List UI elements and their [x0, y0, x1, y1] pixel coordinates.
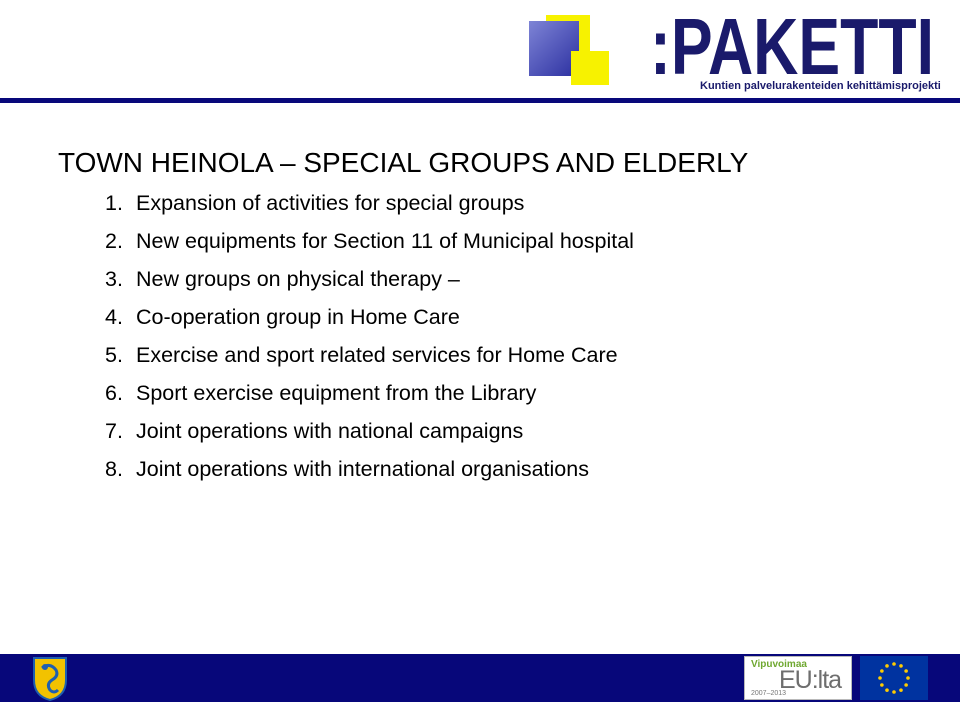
list-item — [105, 303, 634, 341]
vipuvoimaa-years: 2007–2013 — [751, 690, 787, 697]
eu-star — [880, 669, 884, 673]
eu-star — [899, 688, 903, 692]
item-text: New equipments for Section 11 of Municipal hospital — [136, 229, 634, 253]
list-item — [105, 227, 634, 265]
eu-star — [899, 664, 903, 668]
eu-star — [906, 676, 910, 680]
item-text: Exercise and sport related services for Home Care — [136, 343, 618, 367]
eu-star — [892, 662, 896, 666]
list-item — [105, 265, 634, 303]
vipuvoimaa-logo — [744, 656, 852, 700]
slide-title: TOWN HEINOLA – SPECIAL GROUPS AND ELDERLY — [58, 147, 749, 178]
item-number: 8. — [105, 457, 123, 481]
eu-star — [904, 669, 908, 673]
list-item — [105, 189, 634, 227]
item-text: Sport exercise equipment from the Library — [136, 381, 537, 405]
logo-square-yellow-small — [571, 51, 609, 85]
logo-subtitle: Kuntien palvelurakenteiden kehittämisprojekti — [700, 80, 941, 92]
item-number: 3. — [105, 267, 123, 291]
item-number: 6. — [105, 381, 123, 405]
eu-flag-icon — [860, 656, 928, 700]
list-item — [105, 379, 634, 417]
eu-star — [904, 683, 908, 687]
eu-star — [880, 683, 884, 687]
paketti-logo — [648, 2, 938, 82]
item-number: 7. — [105, 419, 123, 443]
item-text: New groups on physical therapy – — [136, 267, 460, 291]
vipuvoimaa-title: Vipuvoimaa — [751, 659, 807, 670]
eu-star — [885, 664, 889, 668]
heinola-crest-icon — [28, 654, 72, 702]
item-number: 2. — [105, 229, 123, 253]
item-number: 4. — [105, 305, 123, 329]
list-item — [105, 341, 634, 379]
header-rule — [0, 98, 960, 103]
item-number: 5. — [105, 343, 123, 367]
paketti-logo-text: :PAKETTI — [650, 2, 934, 82]
item-text: Co-operation group in Home Care — [136, 305, 460, 329]
eu-star — [885, 688, 889, 692]
list-item — [105, 417, 634, 455]
item-text: Expansion of activities for special groups — [136, 191, 525, 215]
list-item — [105, 455, 634, 493]
activity-list — [105, 189, 634, 493]
eu-star — [892, 690, 896, 694]
item-text: Joint operations with international organisations — [136, 457, 589, 481]
item-number: 1. — [105, 191, 123, 215]
eu-star — [878, 676, 882, 680]
vipuvoimaa-eu-text: EU:lta — [779, 666, 842, 694]
item-text: Joint operations with national campaigns — [136, 419, 524, 443]
